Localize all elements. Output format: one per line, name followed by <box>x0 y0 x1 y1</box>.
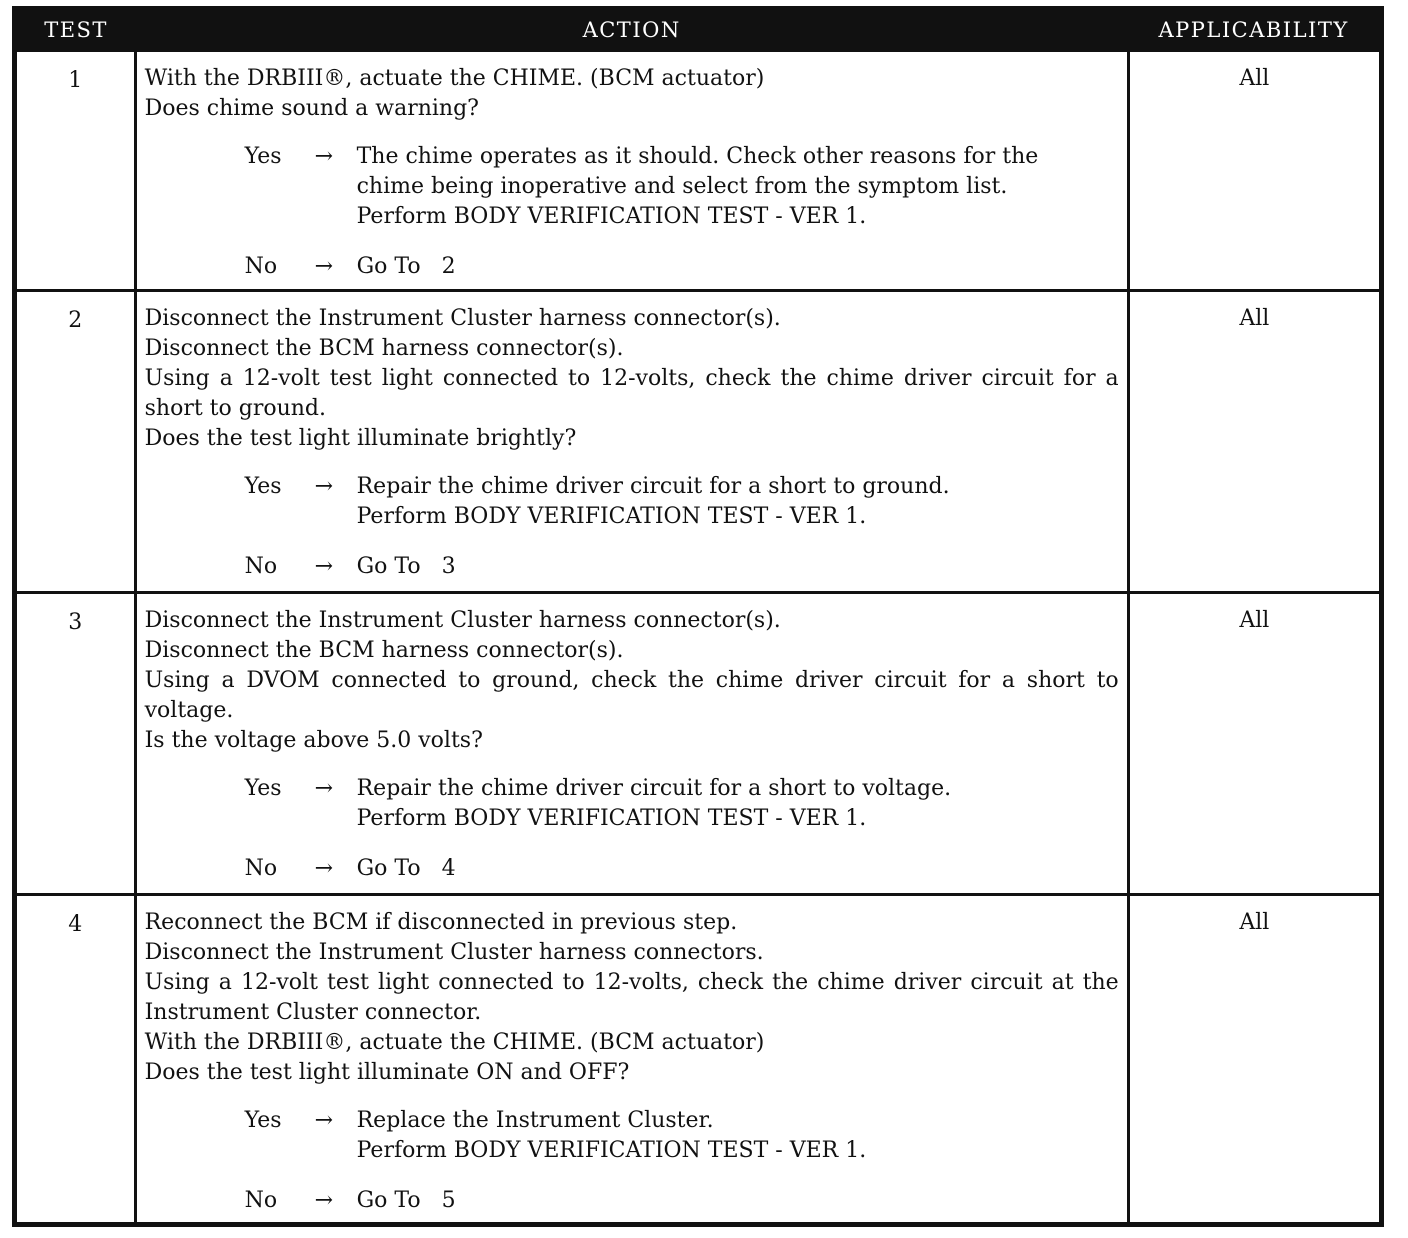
action-line: Does chime sound a warning? <box>144 96 479 121</box>
yes-label: Yes <box>244 776 282 801</box>
action-cell <box>135 291 1128 593</box>
yes-label: Yes <box>244 144 282 169</box>
no-result: Go To 4 <box>356 856 456 881</box>
right-arrow-icon: → <box>314 856 334 881</box>
result-line: Replace the Instrument Cluster. <box>356 1108 714 1133</box>
action-line: Does the test light illuminate ON and OFF? <box>144 1060 630 1085</box>
action-line: Disconnect the Instrument Cluster harness connectors. <box>144 940 764 965</box>
no-label: No <box>244 1188 278 1213</box>
action-line: short to ground. <box>144 396 327 421</box>
yes-label: Yes <box>244 474 282 499</box>
action-line: Using a 12-volt test light connected to 12-volts, check the chime driver circuit for a <box>144 366 1119 391</box>
no-label: No <box>244 254 278 279</box>
action-cell <box>135 895 1128 1225</box>
no-result: Go To 5 <box>356 1188 456 1213</box>
action-line: Disconnect the Instrument Cluster harness connector(s). <box>144 306 781 331</box>
action-line: Disconnect the BCM harness connector(s). <box>144 336 624 361</box>
no-outcome <box>145 854 1119 884</box>
header-action: ACTION <box>135 9 1128 51</box>
right-arrow-icon: → <box>314 1108 334 1133</box>
table-row <box>15 291 1382 593</box>
action-line: With the DRBIII®, actuate the CHIME. (BCM actuator) <box>144 1030 765 1055</box>
applicability-cell: All <box>1128 895 1381 1225</box>
action-line: Disconnect the BCM harness connector(s). <box>144 638 624 663</box>
table-row <box>15 51 1382 291</box>
yes-result <box>357 142 1119 232</box>
test-number: 1 <box>15 51 136 291</box>
header-test: TEST <box>15 9 136 51</box>
result-line: The chime operates as it should. Check other reasons for the <box>356 144 1039 169</box>
yes-result <box>357 774 1119 834</box>
yes-outcome <box>145 1106 1119 1166</box>
result-line: Perform BODY VERIFICATION TEST - VER 1. <box>356 204 867 229</box>
right-arrow-icon: → <box>314 144 334 169</box>
action-line: Does the test light illuminate brightly? <box>144 426 577 451</box>
test-number: 2 <box>15 291 136 593</box>
yes-outcome <box>145 774 1119 834</box>
result-line: Perform BODY VERIFICATION TEST - VER 1. <box>356 1138 867 1163</box>
right-arrow-icon: → <box>314 254 334 279</box>
action-line: Using a 12-volt test light connected to 12-volts, check the chime driver circuit at the <box>144 970 1119 995</box>
right-arrow-icon: → <box>314 776 334 801</box>
no-outcome <box>145 252 1119 282</box>
action-line: Instrument Cluster connector. <box>144 1000 482 1025</box>
table-header-row <box>15 9 1382 51</box>
applicability-cell: All <box>1128 593 1381 895</box>
table-row <box>15 895 1382 1225</box>
result-line: chime being inoperative and select from the symptom list. <box>356 174 1008 199</box>
no-label: No <box>244 856 278 881</box>
test-number: 3 <box>15 593 136 895</box>
yes-result <box>357 1106 1119 1166</box>
result-line: Repair the chime driver circuit for a short to voltage. <box>356 776 952 801</box>
no-outcome <box>145 552 1119 582</box>
no-outcome <box>145 1186 1119 1216</box>
right-arrow-icon: → <box>314 474 334 499</box>
table-row <box>15 593 1382 895</box>
header-applicability: APPLICABILITY <box>1128 9 1381 51</box>
no-result: Go To 2 <box>356 254 456 279</box>
action-line: Disconnect the Instrument Cluster harness connector(s). <box>144 608 781 633</box>
right-arrow-icon: → <box>314 554 334 579</box>
action-line: With the DRBIII®, actuate the CHIME. (BCM actuator) <box>144 66 765 91</box>
diagnostic-test-table <box>12 6 1384 1227</box>
yes-result <box>357 472 1119 532</box>
yes-outcome <box>145 472 1119 532</box>
yes-outcome <box>145 142 1119 232</box>
result-line: Repair the chime driver circuit for a short to ground. <box>356 474 950 499</box>
applicability-cell: All <box>1128 51 1381 291</box>
no-label: No <box>244 554 278 579</box>
action-line: Reconnect the BCM if disconnected in previous step. <box>144 910 738 935</box>
action-line: Using a DVOM connected to ground, check the chime driver circuit for a short to <box>144 668 1119 693</box>
action-line: Is the voltage above 5.0 volts? <box>144 728 483 753</box>
action-line: voltage. <box>144 698 234 723</box>
applicability-cell: All <box>1128 291 1381 593</box>
no-result: Go To 3 <box>356 554 456 579</box>
right-arrow-icon: → <box>314 1188 334 1213</box>
result-line: Perform BODY VERIFICATION TEST - VER 1. <box>356 806 867 831</box>
yes-label: Yes <box>244 1108 282 1133</box>
test-number: 4 <box>15 895 136 1225</box>
result-line: Perform BODY VERIFICATION TEST - VER 1. <box>356 504 867 529</box>
action-cell <box>135 593 1128 895</box>
action-cell <box>135 51 1128 291</box>
